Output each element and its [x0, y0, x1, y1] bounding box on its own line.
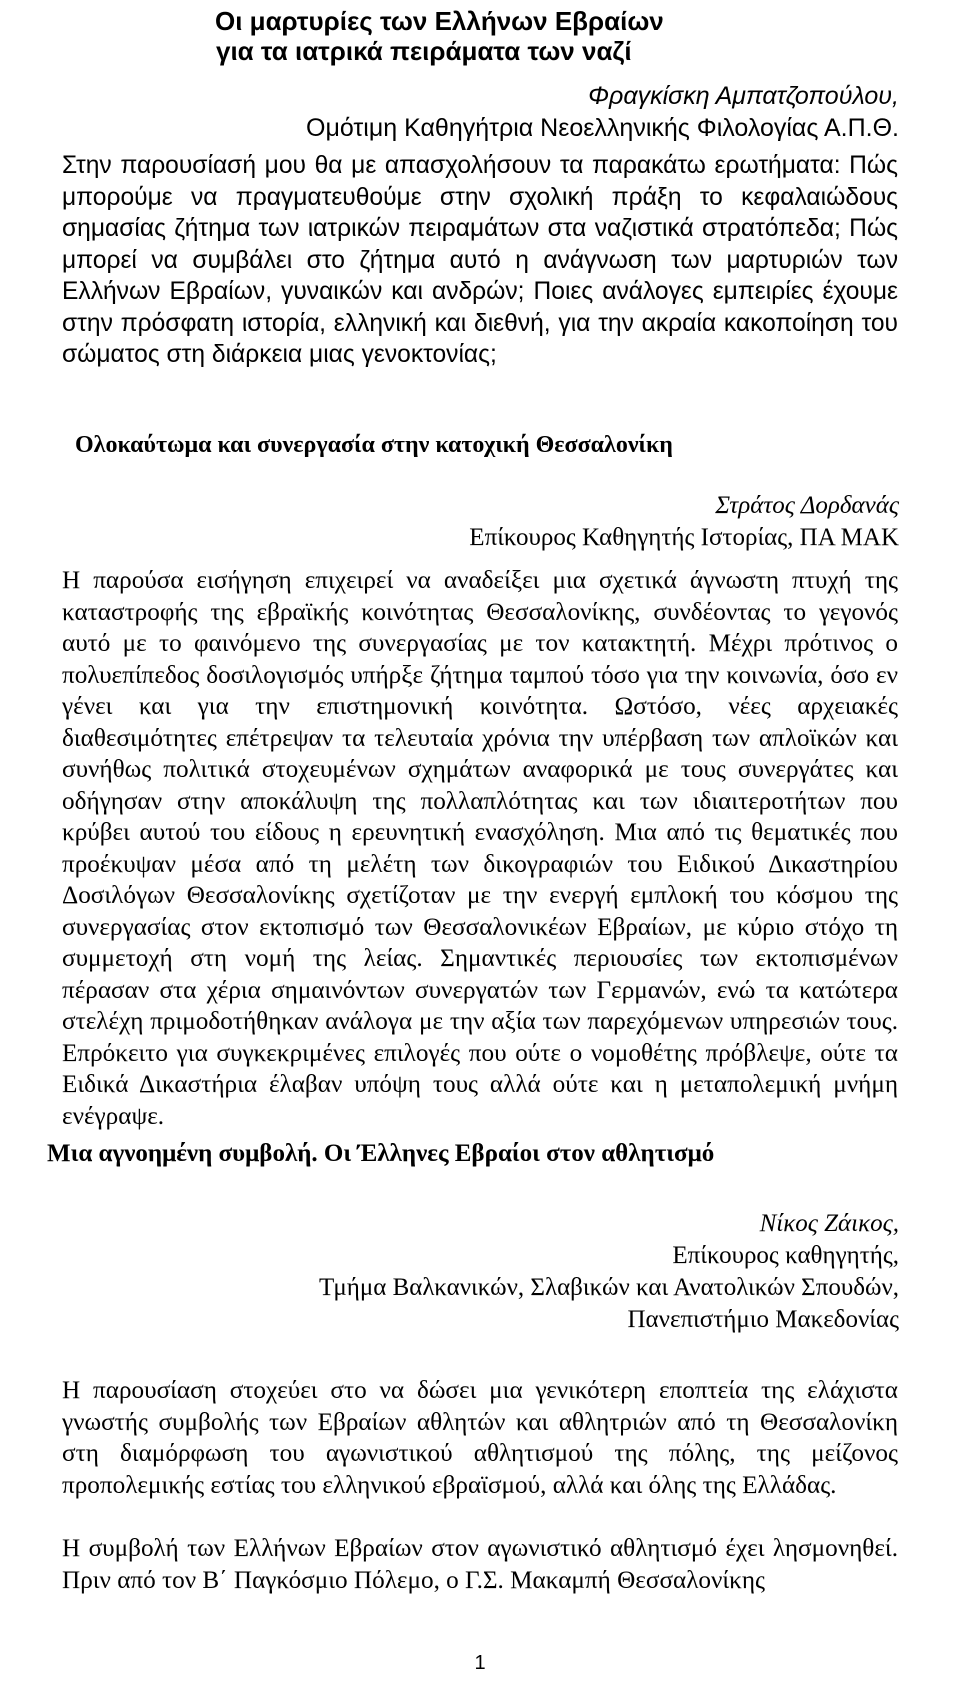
section1-author-title: Ομότιμη Καθηγήτρια Νεοελληνικής Φιλολογίας Α.Π.Θ. [306, 114, 899, 142]
section3-body-paragraph2: Η συμβολή των Ελλήνων Εβραίων στον αγωνιστικό αθλητισμό έχει λησμονηθεί. Πριν από τον Β΄ Παγκόσμιο Πόλεμο, ο Γ.Σ. Μακαμπή Θεσσαλονίκης [62, 1535, 898, 1594]
section1-author-name: Φραγκίσκη Αμπατζοπούλου, [588, 82, 899, 110]
section3-body-paragraph1: Η παρουσίαση στοχεύει στο να δώσει μια γενικότερη εποπτεία της ελάχιστα γνωστής συμβολής των Εβραίων αθλητών και αθλητριών από τη Θεσσαλονίκη στη διαμόρφωση του αγωνιστικού αθλητισμού της πόλης, της μείζονος προπολεμικής εστίας του ελληνικού εβραϊσμού, αλλά και όλης της Ελλάδας. [62, 1377, 898, 1499]
section1-title [215, 6, 664, 66]
page-number: 1 [474, 1652, 486, 1674]
section3-author [319, 1208, 899, 1336]
section1-author [306, 80, 899, 144]
section2-body: Η παρούσα εισήγηση επιχειρεί να αναδείξει μια σχετικά άγνωστη πτυχή της καταστροφής της εβραϊκής κοινότητας Θεσσαλονίκης, συνδέοντας το γεγονός αυτό με το φαινόμενο της συνεργασίας με τον κατακτητή. Μέχρι πρότινος ο πολυεπίπεδος δοσιλογισμός υπήρξε ζήτημα ταμπού τόσο για την κοινωνία, όσο εν γένει και για την επιστημονική κοινότητα. Ωστόσο, νέες αρχειακές διαθεσιμότητες επέτρεψαν τα τελευταία χρόνια την υπέρβαση των απλοϊκών και συνήθως πολιτικά στοχευμένων σχημάτων αναφορικά με τους συνεργάτες και οδήγησαν στην αποκάλυψη της πολλαπλότητας και των ιδιαιτεροτήτων που κρύβει αυτού του είδους η ερευνητική ενασχόληση. Μια από τις θεματικές που προέκυψαν μέσα από τη μελέτη των δικογραφιών του Ειδικού Δικαστηρίου Δοσιλόγων Θεσσαλονίκης σχετίζοταν με την ενεργή εμπλοκή του κόσμου της συνεργασίας στον εκτοπισμό των Θεσσαλονικέων Εβραίων, με κύριο στόχο τη συμμετοχή στη νομή της λείας. Σημαντικές περιουσίες των εκτοπισμένων πέρασαν στα χέρια σημαινόντων συνεργατών των Γερμανών, ενώ τα κατώτερα στελέχη πριμοδοτήθηκαν ανάλογα με την αξία των παρεχόμενων υπηρεσιών τους. Επρόκειτο για συγκεκριμένες επιλογές που ούτε ο νομοθέτης πρόβλεψε, ούτε τα Ειδικά Δικαστήρια έλαβαν υπόψη τους αλλά ούτε και η μεταπολεμική μνήμη ενέγραψε. [62, 567, 898, 1130]
section1-title-line2: για τα ιατρικά πειράματα των ναζί [216, 36, 632, 66]
section2-title: Ολοκαύτωμα και συνεργασία στην κατοχική Θεσσαλονίκη [75, 432, 673, 458]
section3-author-name: Νίκος Ζάικος, [759, 1210, 899, 1237]
section1-title-line1: Οι μαρτυρίες των Ελλήνων Εβραίων [215, 6, 664, 36]
section2-author-name: Στράτος Δορδανάς [715, 492, 899, 519]
section3-title: Μια αγνοημένη συμβολή. Οι Έλληνες Εβραίοι στον αθλητισμό [47, 1140, 715, 1167]
section3-author-title-line3: Πανεπιστήμιο Μακεδονίας [627, 1306, 899, 1333]
section2-author [469, 490, 899, 554]
section2-author-title: Επίκουρος Καθηγητής Ιστορίας, ΠΑ ΜΑΚ [469, 524, 899, 551]
section3-author-title-line2: Τμήμα Βαλκανικών, Σλαβικών και Ανατολικών Σπουδών, [319, 1274, 899, 1301]
section3-author-title-line1: Επίκουρος καθηγητής, [672, 1242, 899, 1269]
section1-body: Στην παρουσίασή μου θα με απασχολήσουν τα παρακάτω ερωτήματα: Πώς μπορούμε να πραγματευθούμε στην σχολική πράξη το κεφαλαιώδους σημασίας ζήτημα των ιατρικών πειραμάτων στα ναζιστικά στρατόπεδα; Πώς μπορεί να συμβάλει στο ζήτημα αυτό η ανάγνωση των μαρτυριών των Ελλήνων Εβραίων, γυναικών και ανδρών; Ποιες ανάλογες εμπειρίες έχουμε στην πρόσφατη ιστορία, ελληνική και διεθνή, για την ακραία κακοποίηση του σώματος στη διάρκεια μιας γενοκτονίας; [62, 152, 898, 368]
